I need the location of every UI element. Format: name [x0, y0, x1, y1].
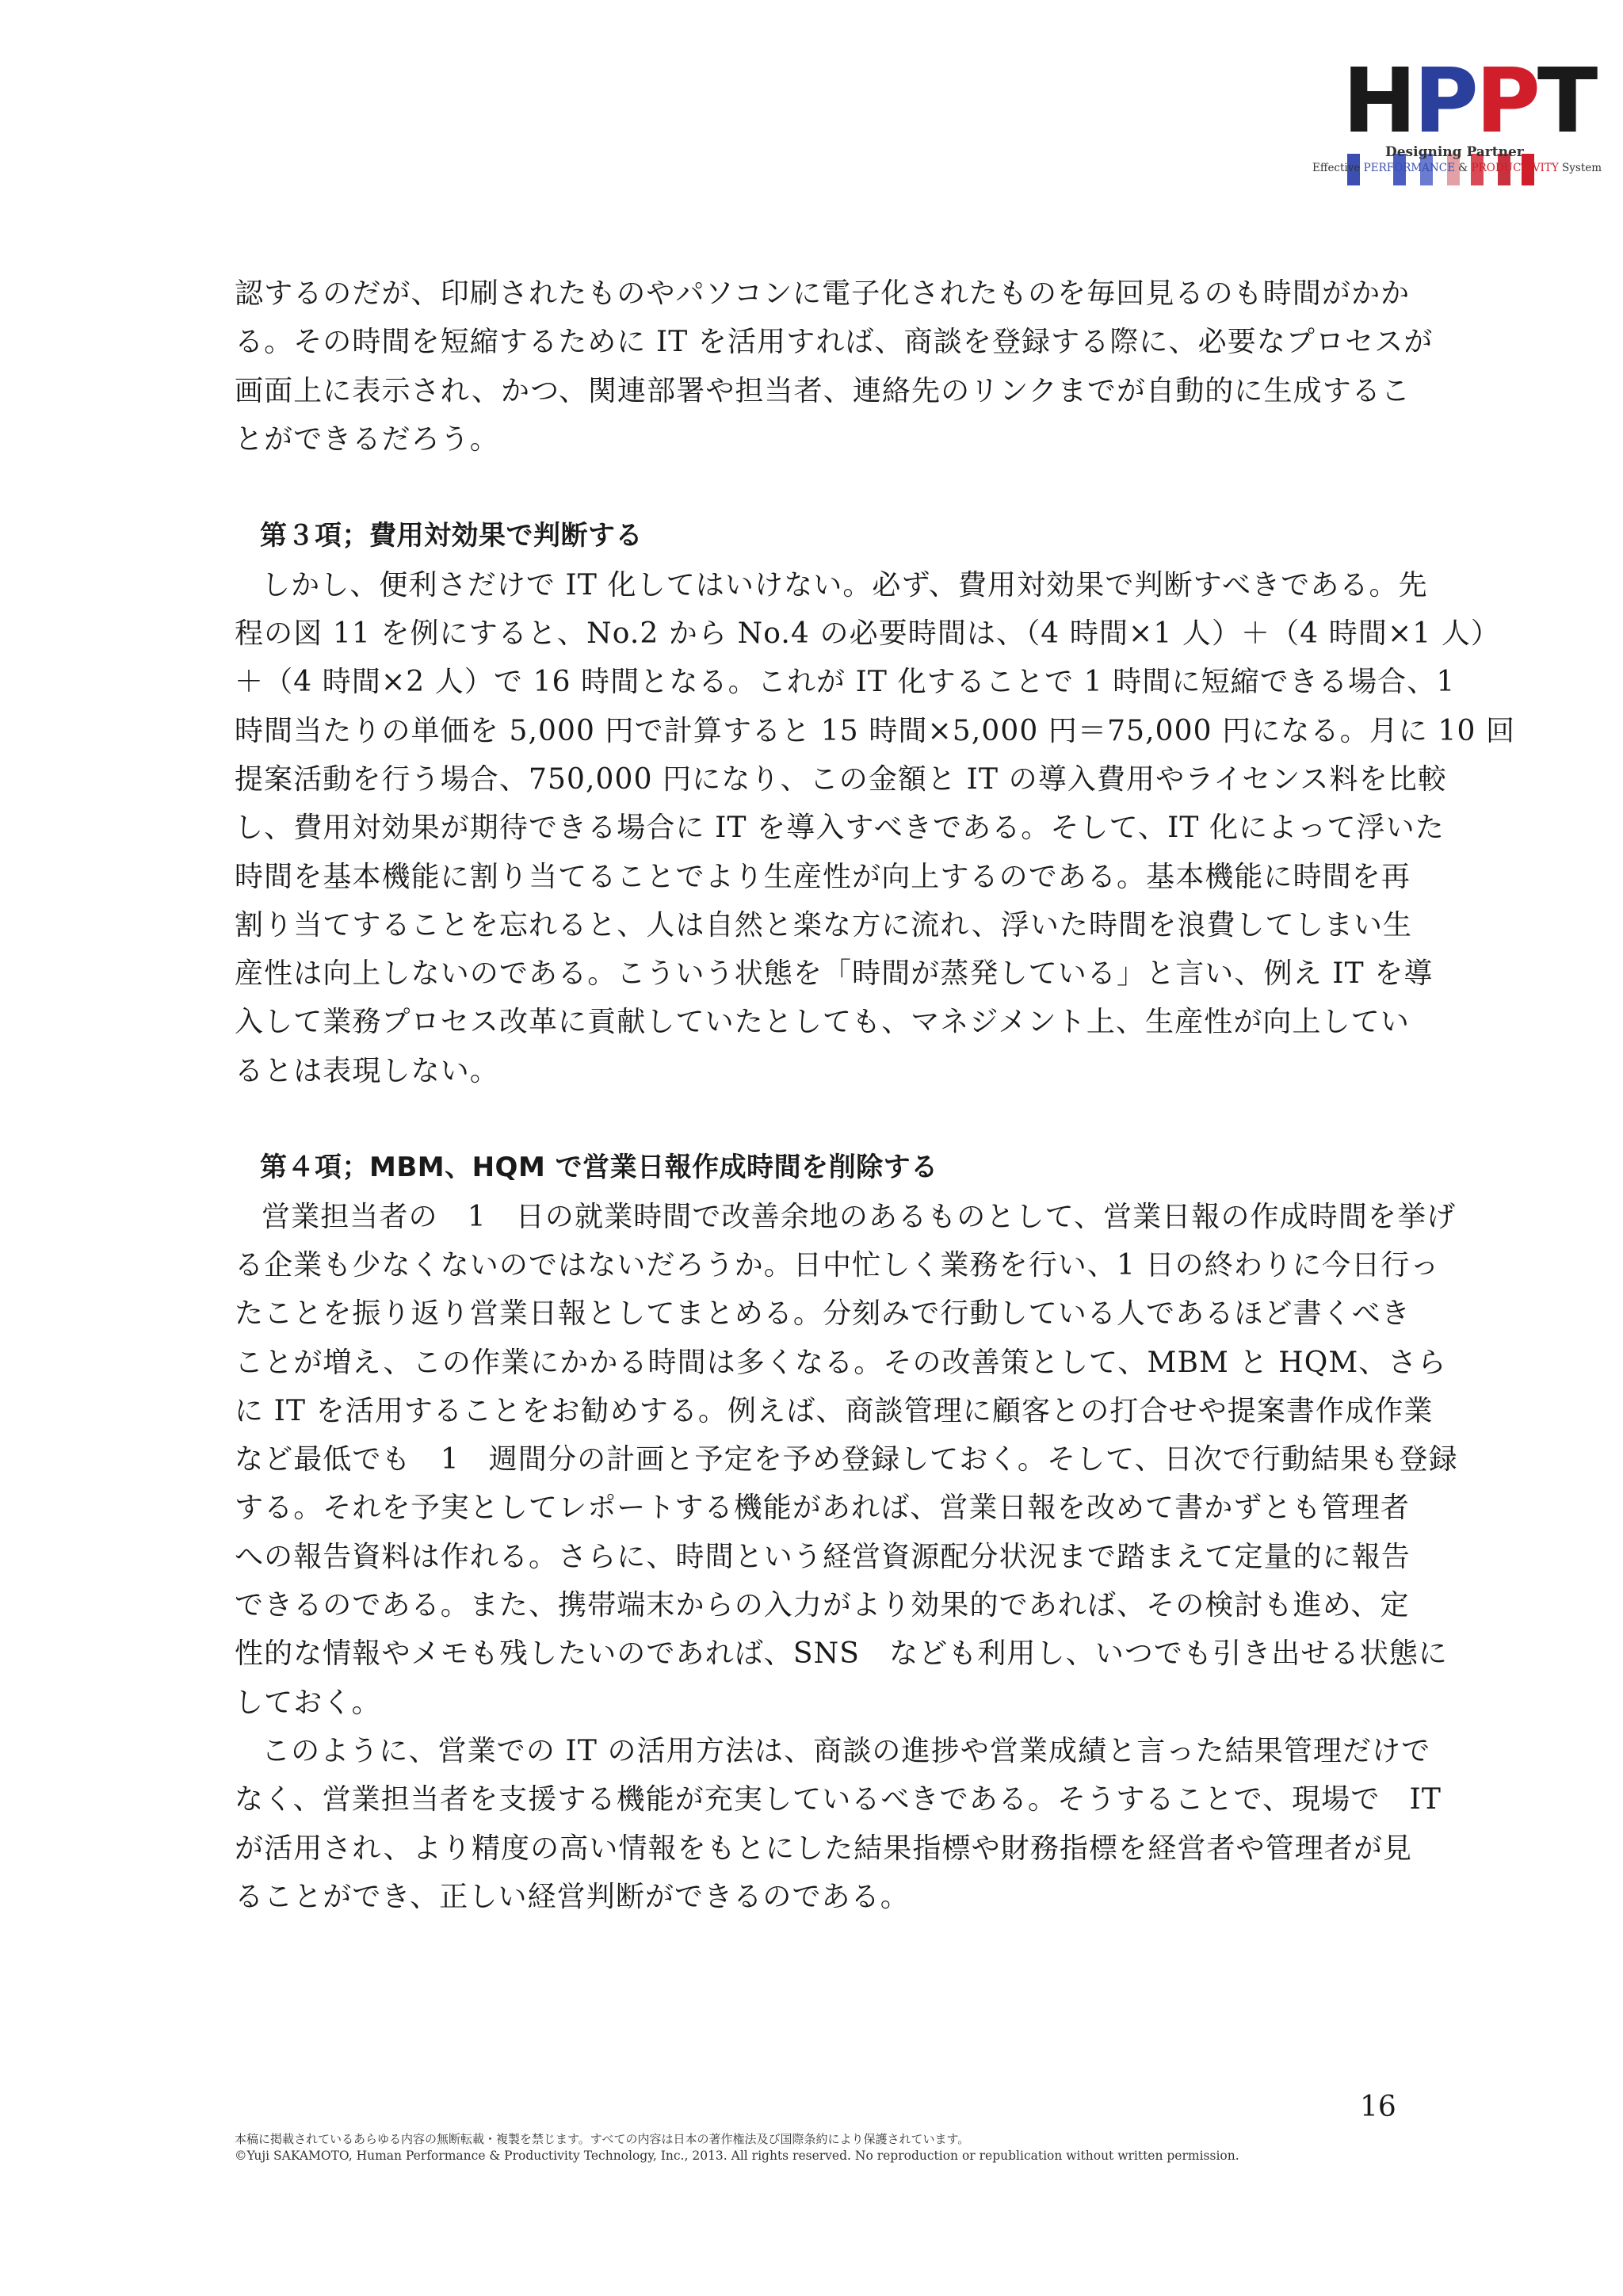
text-line: 営業担当者の 1 日の就業時間で改善余地のあるものとして、営業日報の作成時間を挙げ	[262, 1200, 1457, 1233]
text-line: など最低でも 1 週間分の計画と予定を予め登録しておく。そして、日次で行動結果も登録	[235, 1443, 1458, 1477]
text-line: しておく。	[235, 1686, 381, 1719]
section-3-paragraph	[235, 561, 1516, 1095]
paragraph-gap	[235, 464, 1392, 512]
text-line: 時間を基本機能に割り当てることでより生産性が向上するのである。基本機能に時間を再	[235, 860, 1411, 893]
text-line: ＋（4 時間×2 人）で 16 時間となる。これが IT 化することで 1 時間に短縮できる場合、1	[235, 666, 1456, 699]
text-line: 産性は向上しないのである。こういう状態を「時間が蒸発している」と言い、例え IT を導	[235, 957, 1434, 991]
company-logo	[1312, 50, 1602, 181]
section-4-heading: 第４項；MBM、HQM で営業日報作成時間を削除する	[260, 1152, 938, 1184]
page-number: 16	[1360, 2091, 1396, 2123]
text-line: できるのである。また、携帯端末からの入力がより効果的であれば、その検討も進め、定	[235, 1589, 1410, 1622]
logo-letter: P	[1413, 50, 1476, 153]
logo-letter: T	[1537, 50, 1595, 153]
text-line: に IT を活用することをお勧めする。例えば、商談管理に顧客との打合せや提案書作成作業	[235, 1394, 1434, 1427]
logo-subtitle	[1312, 162, 1602, 174]
copyright-notice-en: ©Yuji SAKAMOTO, Human Performance & Productivity Technology, Inc., 2013. All rights reserved. No reproduction or republication without written permission.	[235, 2149, 1239, 2163]
text-line: ことが増え、この作業にかかる時間は多くなる。その改善策として、MBM と HQM、さら	[235, 1346, 1447, 1379]
logo-subtitle-performance: PERFORMANCE	[1363, 162, 1455, 174]
text-line: る。その時間を短縮するために IT を活用すれば、商談を登録する際に、必要なプロセスが	[235, 326, 1434, 359]
logo-subtitle-effective: Effective	[1312, 162, 1364, 174]
text-line: るとは表現しない。	[235, 1054, 499, 1087]
logo-subtitle-productivity: PRODUCTIVITY	[1471, 162, 1559, 174]
text-line: 画面上に表示され、かつ、関連部署や担当者、連絡先のリンクまでが自動的に生成するこ	[235, 374, 1411, 407]
text-line: 性的な情報やメモも残したいのであれば、SNS なども利用し、いつでも引き出せる状態に	[235, 1637, 1449, 1671]
logo-letter: P	[1475, 50, 1537, 153]
logo-subtitle-amp: &	[1454, 162, 1472, 174]
conclusion-paragraph	[235, 1727, 1442, 1921]
text-line: なく、営業担当者を支援する機能が充実しているべきである。そうすることで、現場で IT	[235, 1783, 1442, 1817]
intro-paragraph	[235, 269, 1434, 464]
text-line: 時間当たりの単価を 5,000 円で計算すると 15 時間×5,000 円＝75,000 円になる。月に 10 回	[235, 714, 1516, 747]
document-body	[235, 269, 1516, 1921]
text-line: 入して業務プロセス改革に貢献していたとしても、マネジメント上、生産性が向上してい	[235, 1006, 1410, 1039]
text-line: 認するのだが、印刷されたものやパソコンに電子化されたものを毎回見るのも時間がかか	[235, 277, 1411, 310]
text-line: し、費用対効果が期待できる場合に IT を導入すべきである。そして、IT 化によって浮いた	[235, 812, 1445, 845]
text-line: 提案活動を行う場合、750,000 円になり、この金額と IT の導入費用やライセンス料を比較	[235, 762, 1447, 796]
logo-tagline: Designing Partner	[1385, 144, 1524, 160]
section-3-heading: 第３項；費用対効果で判断する	[260, 520, 643, 552]
text-line: とができるだろう。	[235, 422, 499, 456]
text-line: しかし、便利さだけで IT 化してはいけない。必ず、費用対効果で判断すべきである。先	[262, 568, 1428, 602]
text-line: が活用され、より精度の高い情報をもとにした結果指標や財務指標を経営者や管理者が見	[235, 1832, 1413, 1865]
paragraph-gap	[235, 1095, 1392, 1144]
text-line: への報告資料は作れる。さらに、時間という経営資源配分状況まで踏まえて定量的に報告	[235, 1540, 1411, 1573]
text-line: する。それを予実としてレポートする機能があれば、営業日報を改めて書かずとも管理者	[235, 1492, 1410, 1525]
text-line: たことを振り返り営業日報としてまとめる。分刻みで行動している人であるほど書くべき	[235, 1297, 1411, 1331]
copyright-notice-jp: 本稿に掲載されているあらゆる内容の無断転載・複製を禁じます。すべての内容は日本の著作権法及び国際条約により保護されています。	[235, 2132, 970, 2146]
section-4-paragraph	[235, 1193, 1458, 1727]
logo-subtitle-system: System	[1558, 162, 1602, 174]
text-line: 程の図 11 を例にすると、No.2 から No.4 の必要時間は、（4 時間×1 人）＋（4 時間×1 人）	[235, 617, 1501, 651]
text-line: る企業も少なくないのではないだろうか。日中忙しく業務を行い、1 日の終わりに今日行っ	[235, 1248, 1440, 1282]
text-line: ることができ、正しい経営判断ができるのである。	[235, 1880, 910, 1913]
text-line: このように、営業での IT の活用方法は、商談の進捗や営業成績と言った結果管理だけで	[262, 1734, 1431, 1767]
logo-letter: H	[1342, 50, 1414, 153]
text-line: 割り当てすることを忘れると、人は自然と楽な方に流れ、浮いた時間を浪費してしまい生	[235, 908, 1413, 942]
